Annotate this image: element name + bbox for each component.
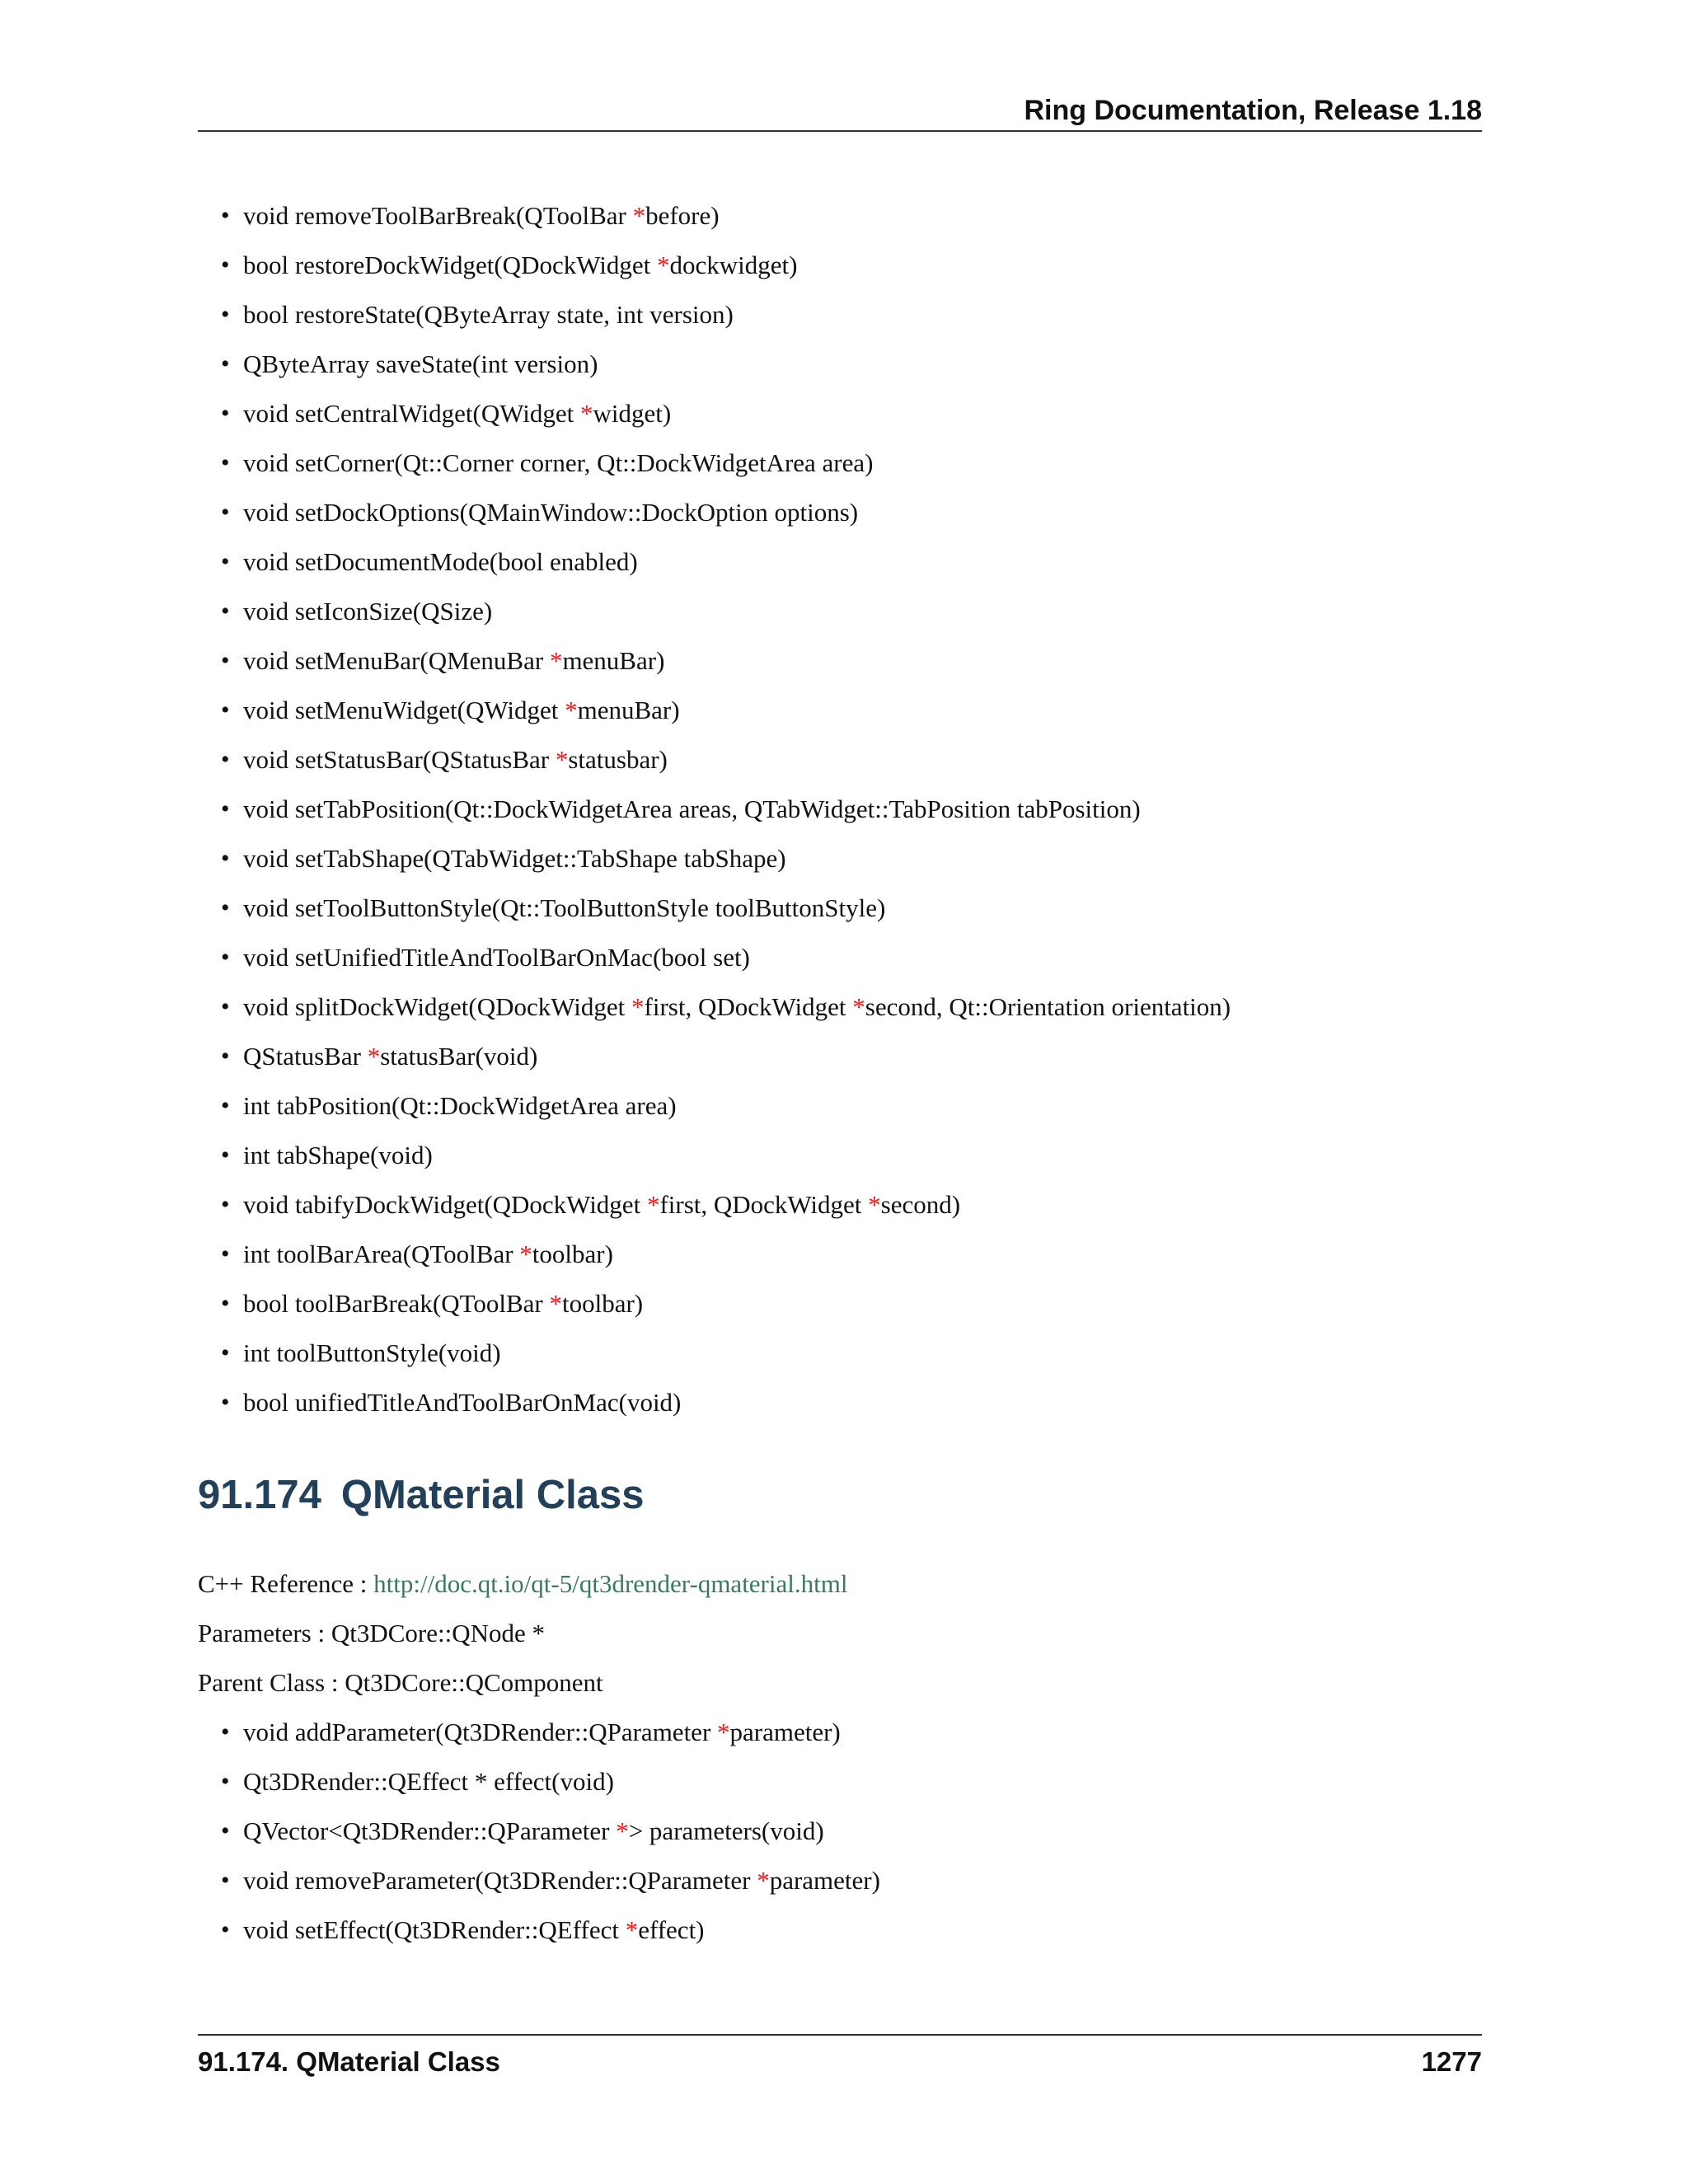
bullet-icon: • <box>221 1191 230 1218</box>
header-title: Ring Documentation, Release 1.18 <box>1024 95 1482 126</box>
list-item <box>221 389 1231 438</box>
bullet-icon: • <box>221 894 230 921</box>
pointer-star: * <box>632 201 646 230</box>
list-item <box>221 241 1231 290</box>
parent-class-line: Parent Class : Qt3DCore::QComponent <box>198 1668 603 1697</box>
bullet-icon: • <box>221 1718 230 1746</box>
method-text: int tabPosition(Qt::DockWidgetArea area) <box>243 1091 677 1120</box>
list-item <box>221 1032 1231 1081</box>
bullet-icon: • <box>221 548 230 575</box>
method-text: QStatusBar <box>243 1042 368 1071</box>
bullet-icon: • <box>221 1916 230 1943</box>
pointer-star: * <box>367 1042 381 1071</box>
pointer-star: * <box>631 992 645 1021</box>
page-header <box>198 94 1482 132</box>
list-item <box>221 1378 1231 1427</box>
bullet-icon: • <box>221 1817 230 1844</box>
pointer-star: * <box>625 1915 639 1944</box>
method-text: void setTabPosition(Qt::DockWidgetArea areas, QTabWidget::TabPosition tabPosition) <box>243 794 1141 823</box>
method-text: menuBar) <box>577 696 680 724</box>
method-text: void removeToolBarBreak(QToolBar <box>243 201 633 230</box>
bullet-icon: • <box>221 944 230 971</box>
bullet-icon: • <box>221 1043 230 1070</box>
method-text: second, Qt::Orientation orientation) <box>865 992 1231 1021</box>
method-text: void tabifyDockWidget(QDockWidget <box>243 1190 647 1219</box>
method-text: void setToolButtonStyle(Qt::ToolButtonStyle toolButtonStyle) <box>243 893 886 922</box>
list-item <box>221 1757 880 1807</box>
method-text: statusbar) <box>568 745 668 774</box>
method-text: void setStatusBar(QStatusBar <box>243 745 556 774</box>
method-text: menuBar) <box>562 646 665 675</box>
list-item <box>221 290 1231 340</box>
pointer-star: * <box>519 1240 532 1268</box>
method-text: void setDocumentMode(bool enabled) <box>243 547 638 576</box>
method-text: void addParameter(Qt3DRender::QParameter <box>243 1718 718 1746</box>
list-item <box>221 785 1231 834</box>
bullet-icon: • <box>221 400 230 427</box>
list-item <box>221 834 1231 883</box>
bullet-icon: • <box>221 746 230 773</box>
pointer-star: * <box>852 992 865 1021</box>
method-text: void setCorner(Qt::Corner corner, Qt::DockWidgetArea area) <box>243 448 874 477</box>
method-text: dockwidget) <box>669 251 798 279</box>
list-item <box>221 1708 880 1757</box>
pointer-star: * <box>565 696 578 724</box>
method-text: toolbar) <box>561 1289 644 1318</box>
bullet-icon: • <box>221 202 230 229</box>
list-item <box>221 191 1231 241</box>
bullet-icon: • <box>221 499 230 526</box>
method-text: first, QDockWidget <box>644 992 853 1021</box>
bullet-icon: • <box>221 251 230 279</box>
method-text: second) <box>880 1190 961 1219</box>
list-item <box>221 1180 1231 1230</box>
method-text: int tabShape(void) <box>243 1141 433 1169</box>
method-text: QVector<Qt3DRender::QParameter <box>243 1816 617 1845</box>
list-item <box>221 438 1231 488</box>
list-item <box>221 933 1231 982</box>
bullet-icon: • <box>221 1867 230 1894</box>
method-text: void setTabShape(QTabWidget::TabShape tabShape) <box>243 844 786 873</box>
method-text: > parameters(void) <box>628 1816 824 1845</box>
cpp-reference-link[interactable]: http://doc.qt.io/qt-5/qt3drender-qmaterial.html <box>373 1569 848 1598</box>
method-text: Qt3DRender::QEffect * effect(void) <box>243 1767 614 1796</box>
method-text: first, QDockWidget <box>659 1190 869 1219</box>
pointer-star: * <box>555 745 569 774</box>
section-number: 91.174 <box>198 1473 321 1517</box>
bullet-icon: • <box>221 993 230 1020</box>
pointer-star: * <box>656 251 670 279</box>
list-item <box>221 1131 1231 1180</box>
method-text: statusBar(void) <box>380 1042 538 1071</box>
section-title: QMaterial Class <box>340 1473 645 1517</box>
footer-section: 91.174. QMaterial Class <box>198 2046 500 2077</box>
method-text: void setIconSize(QSize) <box>243 597 493 626</box>
list-item <box>221 1279 1231 1329</box>
method-text: bool unifiedTitleAndToolBarOnMac(void) <box>243 1388 682 1417</box>
pointer-star: * <box>580 399 593 428</box>
method-text: effect) <box>638 1915 705 1944</box>
method-text: void splitDockWidget(QDockWidget <box>243 992 632 1021</box>
method-text: bool restoreState(QByteArray state, int version) <box>243 300 734 329</box>
bullet-icon: • <box>221 449 230 476</box>
method-text: parameter) <box>729 1718 841 1746</box>
list-item <box>221 587 1231 636</box>
list-item <box>221 1081 1231 1131</box>
method-text: void removeParameter(Qt3DRender::QParameter <box>243 1866 757 1895</box>
cpp-reference <box>198 1559 847 1609</box>
list-item <box>221 636 1231 686</box>
pointer-star: * <box>616 1816 629 1845</box>
list-item <box>221 488 1231 537</box>
cpp-reference-label: C++ Reference : <box>198 1569 374 1598</box>
pointer-star: * <box>646 1190 660 1219</box>
bullet-icon: • <box>221 350 230 377</box>
parameters-line: Parameters : Qt3DCore::QNode * <box>198 1619 545 1647</box>
list-item <box>221 340 1231 389</box>
bullet-icon: • <box>221 1389 230 1416</box>
list-item <box>221 982 1231 1032</box>
list-item <box>221 1329 1231 1378</box>
list-item <box>221 1230 1231 1279</box>
bullet-icon: • <box>221 696 230 724</box>
method-text: void setMenuWidget(QWidget <box>243 696 565 724</box>
method-text: void setCentralWidget(QWidget <box>243 399 581 428</box>
method-text: QByteArray saveState(int version) <box>243 349 598 378</box>
list-item <box>221 735 1231 785</box>
bullet-icon: • <box>221 1240 230 1268</box>
method-text: void setUnifiedTitleAndToolBarOnMac(bool set) <box>243 943 750 972</box>
list-item <box>221 1807 880 1856</box>
method-text: bool toolBarBreak(QToolBar <box>243 1289 550 1318</box>
method-list <box>221 1708 880 1955</box>
method-text: toolbar) <box>532 1240 613 1268</box>
list-item <box>221 537 1231 587</box>
bullet-icon: • <box>221 598 230 625</box>
bullet-icon: • <box>221 1290 230 1317</box>
pointer-star: * <box>549 646 563 675</box>
bullet-icon: • <box>221 1092 230 1119</box>
page-number: 1277 <box>1421 2046 1482 2077</box>
method-text: int toolButtonStyle(void) <box>243 1338 501 1367</box>
list-item <box>221 1905 880 1955</box>
bullet-icon: • <box>221 795 230 823</box>
list-item <box>221 686 1231 735</box>
bullet-icon: • <box>221 301 230 328</box>
method-text: int toolBarArea(QToolBar <box>243 1240 520 1268</box>
bullet-icon: • <box>221 1339 230 1366</box>
method-text: widget) <box>593 399 672 428</box>
bullet-icon: • <box>221 1141 230 1169</box>
method-text: bool restoreDockWidget(QDockWidget <box>243 251 657 279</box>
method-text: before) <box>645 201 720 230</box>
list-item <box>221 883 1231 933</box>
bullet-icon: • <box>221 845 230 872</box>
pointer-star: * <box>757 1866 770 1895</box>
method-text: void setDockOptions(QMainWindow::DockOption options) <box>243 498 859 527</box>
pointer-star: * <box>868 1190 881 1219</box>
method-text: void setMenuBar(QMenuBar <box>243 646 550 675</box>
section-heading <box>198 1470 645 1520</box>
bullet-icon: • <box>221 647 230 674</box>
list-item <box>221 1856 880 1905</box>
method-text: parameter) <box>769 1866 880 1895</box>
method-list <box>221 191 1231 1427</box>
bullet-icon: • <box>221 1768 230 1795</box>
pointer-star: * <box>717 1718 730 1746</box>
pointer-star: * <box>549 1289 562 1318</box>
method-text: void setEffect(Qt3DRender::QEffect <box>243 1915 626 1944</box>
page-footer <box>198 2034 1482 2079</box>
